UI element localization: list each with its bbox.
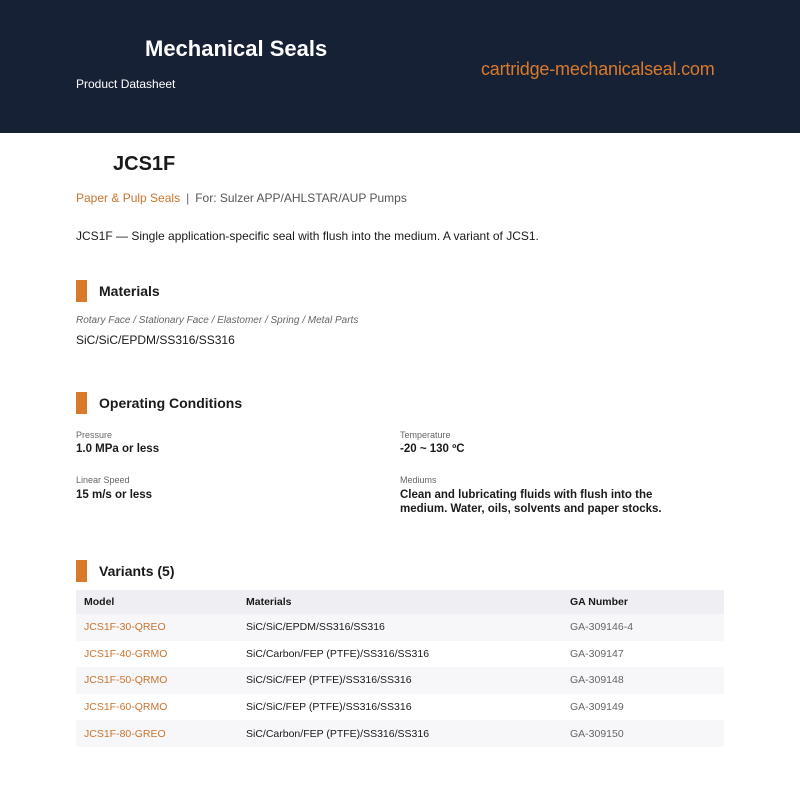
variant-materials: SiC/SiC/FEP (PTFE)/SS316/SS316 xyxy=(238,667,562,694)
table-row xyxy=(76,694,724,721)
variant-materials: SiC/Carbon/FEP (PTFE)/SS316/SS316 xyxy=(246,647,430,660)
column-header-ga-number: GA Number xyxy=(562,590,724,614)
header-title: Mechanical Seals xyxy=(145,36,328,61)
variant-model: JCS1F-60-QRMO xyxy=(84,701,168,714)
linear-speed-value: 15 m/s or less xyxy=(76,489,153,501)
variant-model: JCS1F-80-GREO xyxy=(76,720,238,747)
variant-model: JCS1F-50-QRMO xyxy=(76,667,238,694)
variant-ga-number: GA-309150 xyxy=(562,720,724,747)
column-header-materials: Materials xyxy=(238,590,562,614)
section-accent-bar xyxy=(76,392,87,414)
column-header-model: Model xyxy=(76,590,238,614)
table-row xyxy=(76,667,724,694)
header-site-name: cartridge-mechanicalseal.com xyxy=(481,59,715,79)
variant-ga-number: GA-309146-4 xyxy=(562,614,724,641)
materials-value: SiC/SiC/EPDM/SS316/SS316 xyxy=(76,333,235,347)
table-row xyxy=(76,641,724,668)
product-meta xyxy=(76,191,407,205)
mediums-label: Mediums xyxy=(400,475,437,485)
product-category: Paper & Pulp Seals xyxy=(76,191,181,205)
linear-speed-label: Linear Speed xyxy=(76,475,130,485)
variants-table xyxy=(76,590,724,747)
variant-materials: SiC/SiC/FEP (PTFE)/SS316/SS316 xyxy=(246,701,412,714)
table-row xyxy=(76,720,724,747)
section-accent-bar xyxy=(76,560,87,582)
header-subtitle: Product Datasheet xyxy=(76,77,176,91)
table-header-row xyxy=(76,590,724,614)
product-description: JCS1F — Single application-specific seal with flush into the medium. A variant of JCS1. xyxy=(76,229,539,243)
temperature-value: -20 ~ 130 ºC xyxy=(400,443,465,455)
variant-materials: SiC/Carbon/FEP (PTFE)/SS316/SS316 xyxy=(238,720,562,747)
variants-heading: Variants (5) xyxy=(99,563,175,579)
mediums-value: Clean and lubricating fluids with flush into the medium. Water, oils, solvents and paper stocks. xyxy=(400,489,662,515)
variant-ga-number: GA-309147 xyxy=(570,647,624,660)
conditions-heading: Operating Conditions xyxy=(99,395,243,411)
variant-model: JCS1F-30-QREO xyxy=(76,614,238,641)
section-accent-bar xyxy=(76,280,87,302)
table-row xyxy=(76,614,724,641)
meta-separator: | xyxy=(186,191,190,205)
temperature-label: Temperature xyxy=(400,430,451,440)
variant-ga-number: GA-309148 xyxy=(562,667,724,694)
materials-label: Rotary Face / Stationary Face / Elastomer / Spring / Metal Parts xyxy=(76,315,359,326)
pressure-value: 1.0 MPa or less xyxy=(76,443,160,455)
variant-model: JCS1F-40-GRMO xyxy=(84,647,168,660)
materials-heading: Materials xyxy=(99,283,160,299)
header-banner xyxy=(0,0,800,133)
pressure-label: Pressure xyxy=(76,430,113,440)
variant-ga-number: GA-309149 xyxy=(570,701,624,714)
product-pumps: For: Sulzer APP/AHLSTAR/AUP Pumps xyxy=(195,191,407,205)
variant-materials: SiC/SiC/EPDM/SS316/SS316 xyxy=(238,614,562,641)
product-title: JCS1F xyxy=(113,153,176,175)
